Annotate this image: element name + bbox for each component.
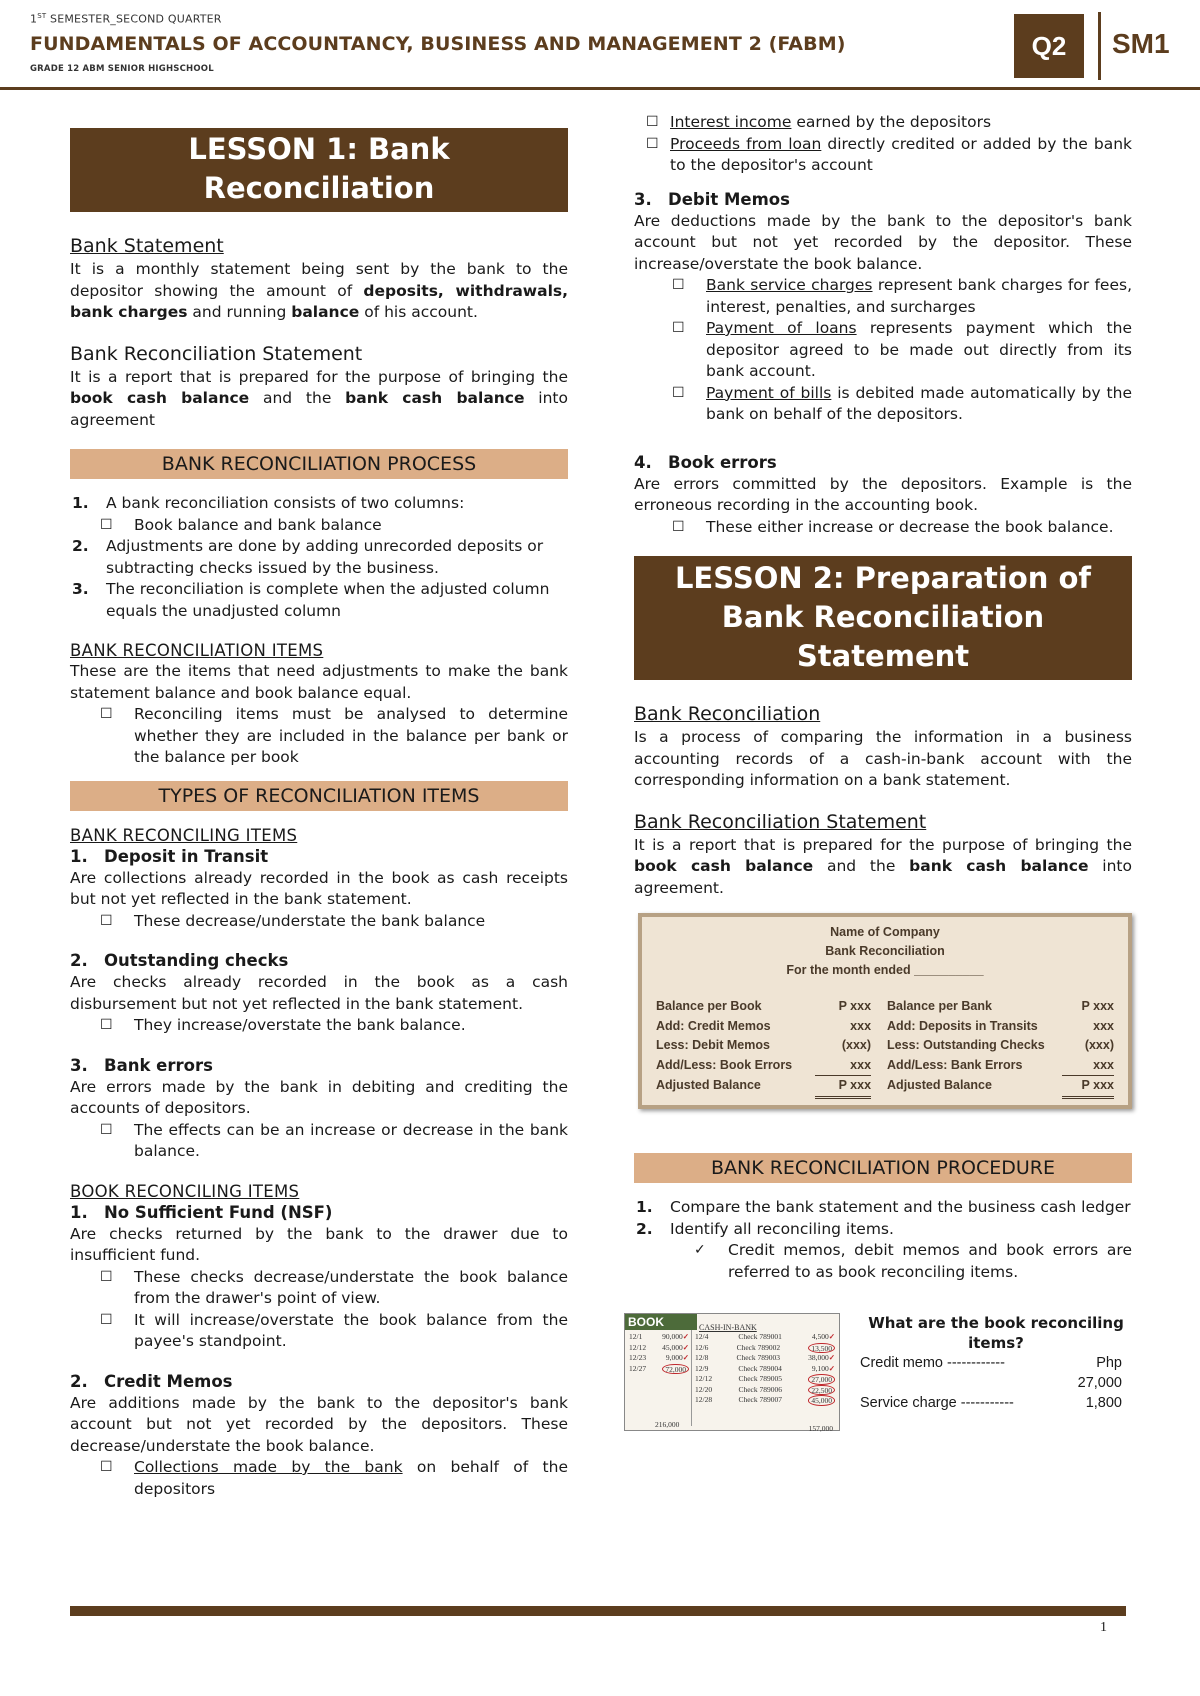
ledger-debit-total: 216,000 [655,1420,680,1429]
nsf-title: 1. No Sufficient Fund (NSF) [70,1202,333,1222]
ledger-credit-total: 157,000 [808,1424,833,1433]
ledger-credit-side [695,1332,835,1406]
nsf-bullet-1: ☐ These checks decrease/understate the book balance from the drawer's point of view. [100,1267,568,1307]
cm-cont-bullet-2: ☐ Proceeds from loan directly credited or added by the bank to the depositor's account [646,134,1132,174]
table-row: Balance per Book P xxx Balance per Bank P xxx [656,999,1114,1013]
be-title: 3. Bank errors [70,1055,213,1075]
ledger-tag: BOOK [625,1314,697,1330]
checkbox-bullet-icon: ☐ [100,1268,113,1285]
cm-title: 2. Credit Memos [70,1371,233,1391]
checkbox-bullet-icon: ☐ [100,1459,113,1475]
procedure-list [634,1197,1132,1240]
checkbox-bullet-icon: ☐ [672,277,685,293]
brs-heading-left: Bank Reconciliation Statement [70,342,363,365]
ledger-row: 12/8 Check 789003 38,000✓ [695,1353,835,1362]
cm-cont-bullet-1: ☐ Interest income earned by the depositors [634,112,1132,134]
grade-label: GRADE 12 ABM SENIOR HIGHSCHOOL [30,64,214,74]
br-heading: Bank Reconciliation [634,703,821,725]
checkbox-bullet-icon: ☐ [100,706,113,722]
question-row: Service charge ----------- 1,800 [860,1395,1122,1411]
semester-label: 1ST SEMESTER_SECOND QUARTER [30,12,222,26]
course-title: FUNDAMENTALS OF ACCOUNTANCY, BUSINESS AND MANAGEMENT 2 (FABM) [30,33,846,55]
lesson1-title: LESSON 1: Bank Reconciliation [70,128,568,212]
list-item: 3. The reconciliation is complete when the adjusted column equals the unadjusted column [72,580,550,620]
oc-bullet: ☐ They increase/overstate the bank balance. [70,1015,568,1037]
cash-in-bank-ledger [624,1313,840,1431]
list-item: 2. Adjustments are done by adding unrecorded deposits or subtracting checks issued by the business. [72,537,544,577]
bke-bullet: ☐ These either increase or decrease the book balance. [634,517,1132,539]
page-header [0,0,1200,90]
dm-bullet-1: ☐ Bank service charges represent bank charges for fees, interest, penalties, and surcharges [672,276,1133,316]
table-row: Add: Credit Memos xxx Add: Deposits in Transits xxx [656,1018,1114,1033]
process-section-title: BANK RECONCILIATION PROCESS [70,449,568,479]
quarter-badge: Q2 [1014,14,1084,78]
ledger-row: 12/12 Check 789005 27,000 [695,1374,835,1385]
items-bullet: ☐ Reconciling items must be analysed to determine whether they are included in the balance per bank or the balance per book [100,705,568,766]
template-title: Bank Reconciliation [825,944,945,958]
oc-text: Are checks already recorded in the book as a cash disbursement but not yet reflected in the bank statement. [70,973,568,1013]
checkbox-bullet-icon: ☐ [100,1311,113,1328]
process-list [70,493,568,622]
bank-statement-heading: Bank Statement [70,235,224,257]
ledger-debit-side [629,1332,689,1374]
bke-title: 4. Book errors [634,452,777,472]
left-column [70,128,568,1500]
dit-title: 1. Deposit in Transit [70,846,269,866]
items-heading: BANK RECONCILIATION ITEMS [70,641,324,660]
dm-bullet-3: ☐ Payment of bills is debited made automatically by the bank on behalf of the depositors. [672,383,1132,423]
ledger-row: 12/1 90,000✓ [629,1332,689,1341]
ledger-row: 12/6 Check 789002 13,500 [695,1343,835,1354]
brs-text-right: It is a report that is prepared for the purpose of bringing the book cash balance and the bank cash balance into agreement. [634,835,1132,897]
question-title: What are the book reconciling items? [868,1314,1124,1352]
template-company: Name of Company [830,925,940,939]
cm-bullet: ☐ Collections made by the bank on behalf of the depositors [100,1458,568,1498]
checkbox-bullet-icon: ☐ [100,912,113,929]
brs-heading-right: Bank Reconciliation Statement [634,810,927,833]
cm-text: Are additions made by the bank to the depositor's bank account but not yet recorded by the depositors. These decrease/understate the book balance. [70,1393,568,1455]
header-divider [1098,12,1101,80]
ledger-row: 12/4 Check 789001 4,500✓ [695,1332,835,1341]
items-text: These are the items that need adjustments to make the bank statement balance and book balance equal. [70,662,568,702]
checkbox-bullet-icon: ☐ [100,1017,113,1033]
checkbox-bullet-icon: ☐ [672,384,685,401]
checkbox-bullet-icon: ☐ [646,114,659,130]
table-row: Adjusted Balance P xxx Adjusted Balance P xxx [656,1076,1114,1099]
question-row: Credit memo ------------ Php 27,000 [860,1355,1122,1391]
checkmark-icon: ✓ [694,1242,706,1258]
ledger-row: 12/27 72,000 [629,1364,689,1375]
book-reconciling-heading: BOOK RECONCILING ITEMS [70,1181,300,1201]
ledger-row: 12/9 Check 789004 9,100✓ [695,1363,835,1373]
ledger-row: 12/23 9,000✓ [629,1353,689,1362]
list-item: 2. Identify all reconciling items. [636,1219,894,1238]
table-row: Add/Less: Book Errors xxx Add/Less: Bank Errors xxx [656,1056,1114,1077]
ledger-row: 12/12 45,000✓ [629,1342,689,1352]
bke-text: Are errors committed by the depositors. Example is the erroneous recording in the accounting book. [634,474,1132,514]
bank-statement-text: It is a monthly statement being sent by the bank to the depositor showing the amount of deposits, withdrawals, bank charges and running balance of his account. [70,260,569,321]
dm-text: Are deductions made by the bank to the depositor's bank account but not yet recorded by the depositor. These increase/overstate the book balance. [634,211,1132,273]
list-item: ☐ Book balance and bank balance [70,515,568,537]
footer-bar [70,1606,1126,1616]
template-period: For the month ended __________ [786,963,984,977]
checkbox-bullet-icon: ☐ [672,518,685,535]
dit-bullet: ☐ These decrease/understate the bank balance [70,911,568,933]
ledger-section [628,1313,1132,1443]
dm-title: 3. Debit Memos [634,189,790,209]
checkbox-bullet-icon: ☐ [100,1121,113,1138]
question-box [860,1313,1132,1413]
bank-reconciling-heading: BANK RECONCILING ITEMS [70,825,298,845]
checkbox-bullet-icon: ☐ [672,320,685,336]
procedure-check-note: ✓ Credit memos, debit memos and book errors are referred to as book reconciling items. [694,1241,1132,1281]
be-bullet: ☐ The effects can be an increase or decrease in the bank balance. [100,1120,568,1160]
checkbox-bullet-icon: ☐ [100,516,113,533]
ledger-row: 12/20 Check 789006 22,500 [695,1385,835,1396]
procedure-section-title: BANK RECONCILIATION PROCEDURE [634,1153,1132,1183]
list-item: 1. Compare the bank statement and the business cash ledger [636,1198,1131,1216]
ledger-title: CASH-IN-BANK [699,1323,757,1332]
br-text: Is a process of comparing the information in a business accounting records of a cash-in-bank account with the corresponding information on a bank statement. [634,728,1132,789]
checkbox-bullet-icon: ☐ [646,135,659,152]
types-section-title: TYPES OF RECONCILIATION ITEMS [70,781,568,811]
nsf-bullet-2: ☐ It will increase/overstate the book balance from the payee's standpoint. [100,1310,568,1350]
be-text: Are errors made by the bank in debiting and crediting the accounts of depositors. [70,1077,568,1117]
lesson2-title: LESSON 2: Preparation of Bank Reconciliation Statement [634,556,1132,680]
module-label: SM1 [1112,28,1170,59]
page-number: 1 [1100,1620,1107,1635]
ledger-row: 12/28 Check 789007 45,000 [695,1395,835,1406]
nsf-text: Are checks returned by the bank to the drawer due to insufficient fund. [70,1224,568,1264]
template-grid [656,997,1114,1099]
dm-bullet-2: ☐ Payment of loans represents payment which the depositor agreed to be made out directly from its bank account. [672,319,1132,380]
table-row: Less: Debit Memos (xxx) Less: Outstanding Checks (xxx) [656,1038,1114,1052]
right-column [628,112,1133,1443]
brs-text-left: It is a report that is prepared for the purpose of bringing the book cash balance and the bank cash balance into agreement [70,367,568,429]
list-item: 1. A bank reconciliation consists of two columns: [72,494,465,512]
dit-text: Are collections already recorded in the book as cash receipts but not yet reflected in the bank statement. [70,868,568,908]
oc-title: 2. Outstanding checks [70,951,289,970]
reconciliation-template [638,913,1132,1109]
